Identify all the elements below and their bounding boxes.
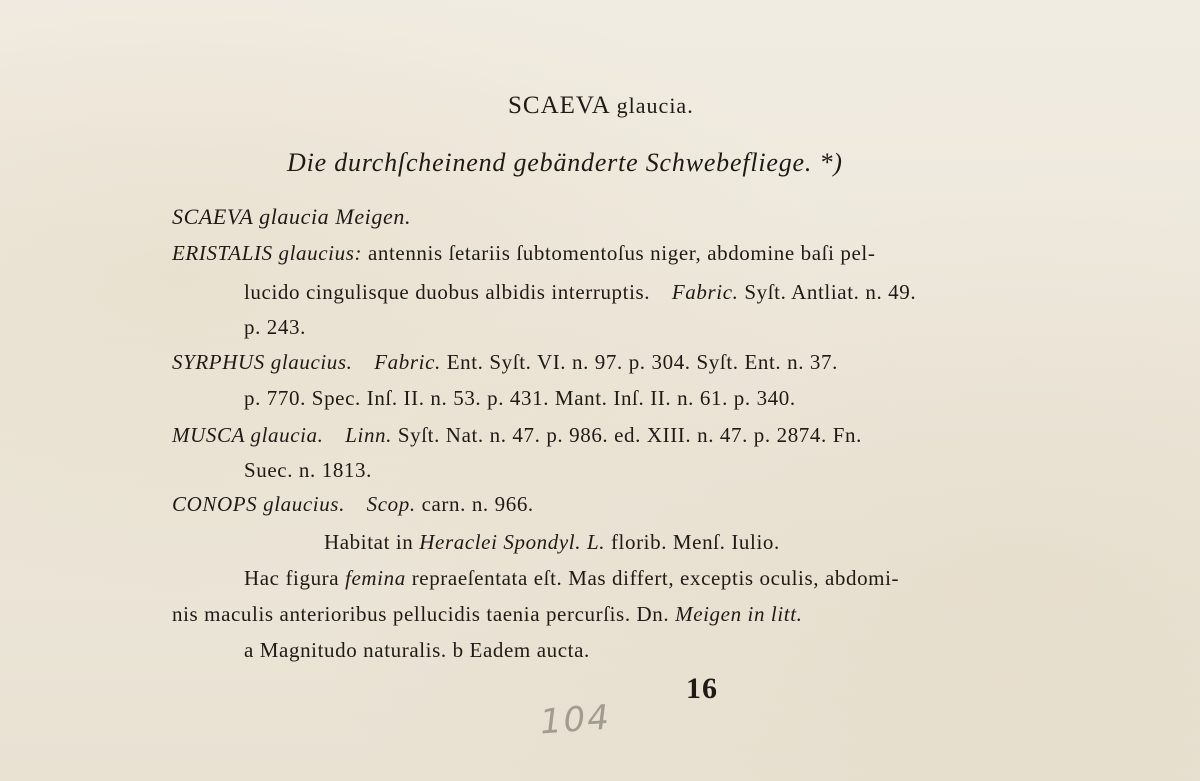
- habitat-text: Habitat in: [324, 530, 414, 554]
- description-line-1: [244, 566, 899, 591]
- synonym-syrphus: [172, 350, 838, 375]
- synonym-eristalis-cont2: p. 243.: [244, 315, 306, 339]
- habitat-line: [324, 530, 780, 555]
- description-emphasis: femina: [345, 566, 406, 590]
- description-emphasis: Meigen in litt.: [675, 602, 803, 626]
- synonym-text: lucido cingulisque duobus albidis interruptis.: [244, 280, 651, 304]
- synonym-musca: [172, 423, 862, 448]
- synonym-conops: [172, 492, 534, 517]
- genus-name: SCAEVA: [508, 92, 610, 119]
- german-common-name: Die durchſcheinend gebänderte Schwebefliege. *): [287, 148, 843, 177]
- synonym-eristalis: [172, 241, 875, 266]
- description-line-2: [172, 602, 803, 627]
- page-title: [508, 92, 694, 120]
- habitat-text: florib. Menſ. Iulio.: [610, 530, 780, 554]
- reference-author: Fabric.: [374, 350, 441, 374]
- synonym-name: CONOPS glaucius.: [172, 492, 345, 516]
- reference-author: Fabric.: [671, 280, 739, 304]
- synonym-text: Ent. Syſt. VI. n. 97. p. 304. Syſt. Ent. n. 37.: [446, 350, 838, 374]
- synonym-name: MUSCA glaucia.: [172, 423, 324, 447]
- synonym-text: Syſt. Nat. n. 47. p. 986. ed. XIII. n. 47. p. 2874. Fn.: [397, 423, 862, 447]
- page-number: 16: [686, 672, 718, 705]
- reference-author: Linn.: [345, 423, 392, 447]
- reference-author: Scop.: [366, 492, 416, 516]
- synonym-text: carn. n. 966.: [421, 492, 534, 516]
- synonym-text: Syſt. Antliat. n. 49.: [744, 280, 917, 304]
- synonym-syrphus-cont: p. 770. Spec. Inſ. II. n. 53. p. 431. Mant. Inſ. II. n. 61. p. 340.: [244, 386, 796, 410]
- pencil-annotation: 104: [538, 697, 613, 743]
- description-text: repraeſentata eſt. Mas differt, exceptis oculis, abdomi-: [411, 566, 900, 590]
- synonym-scaeva: SCAEVA glaucia Meigen.: [172, 204, 412, 229]
- synonym-eristalis-cont: [244, 280, 916, 305]
- host-plant: Heraclei Spondyl. L.: [419, 530, 606, 554]
- description-text: nis maculis anterioribus pellucidis taenia percurſis. Dn.: [172, 602, 670, 626]
- synonym-name: SYRPHUS glaucius.: [172, 350, 353, 374]
- synonym-musca-cont: Suec. n. 1813.: [244, 458, 372, 482]
- figure-caption: a Magnitudo naturalis. b Eadem aucta.: [244, 638, 590, 662]
- description-text: Hac figura: [244, 566, 340, 590]
- synonym-name: ERISTALIS glaucius:: [172, 241, 363, 265]
- synonym-text: antennis ſetariis ſubtomentoſus niger, abdomine baſi pel-: [367, 241, 876, 265]
- species-name: glaucia.: [616, 93, 694, 118]
